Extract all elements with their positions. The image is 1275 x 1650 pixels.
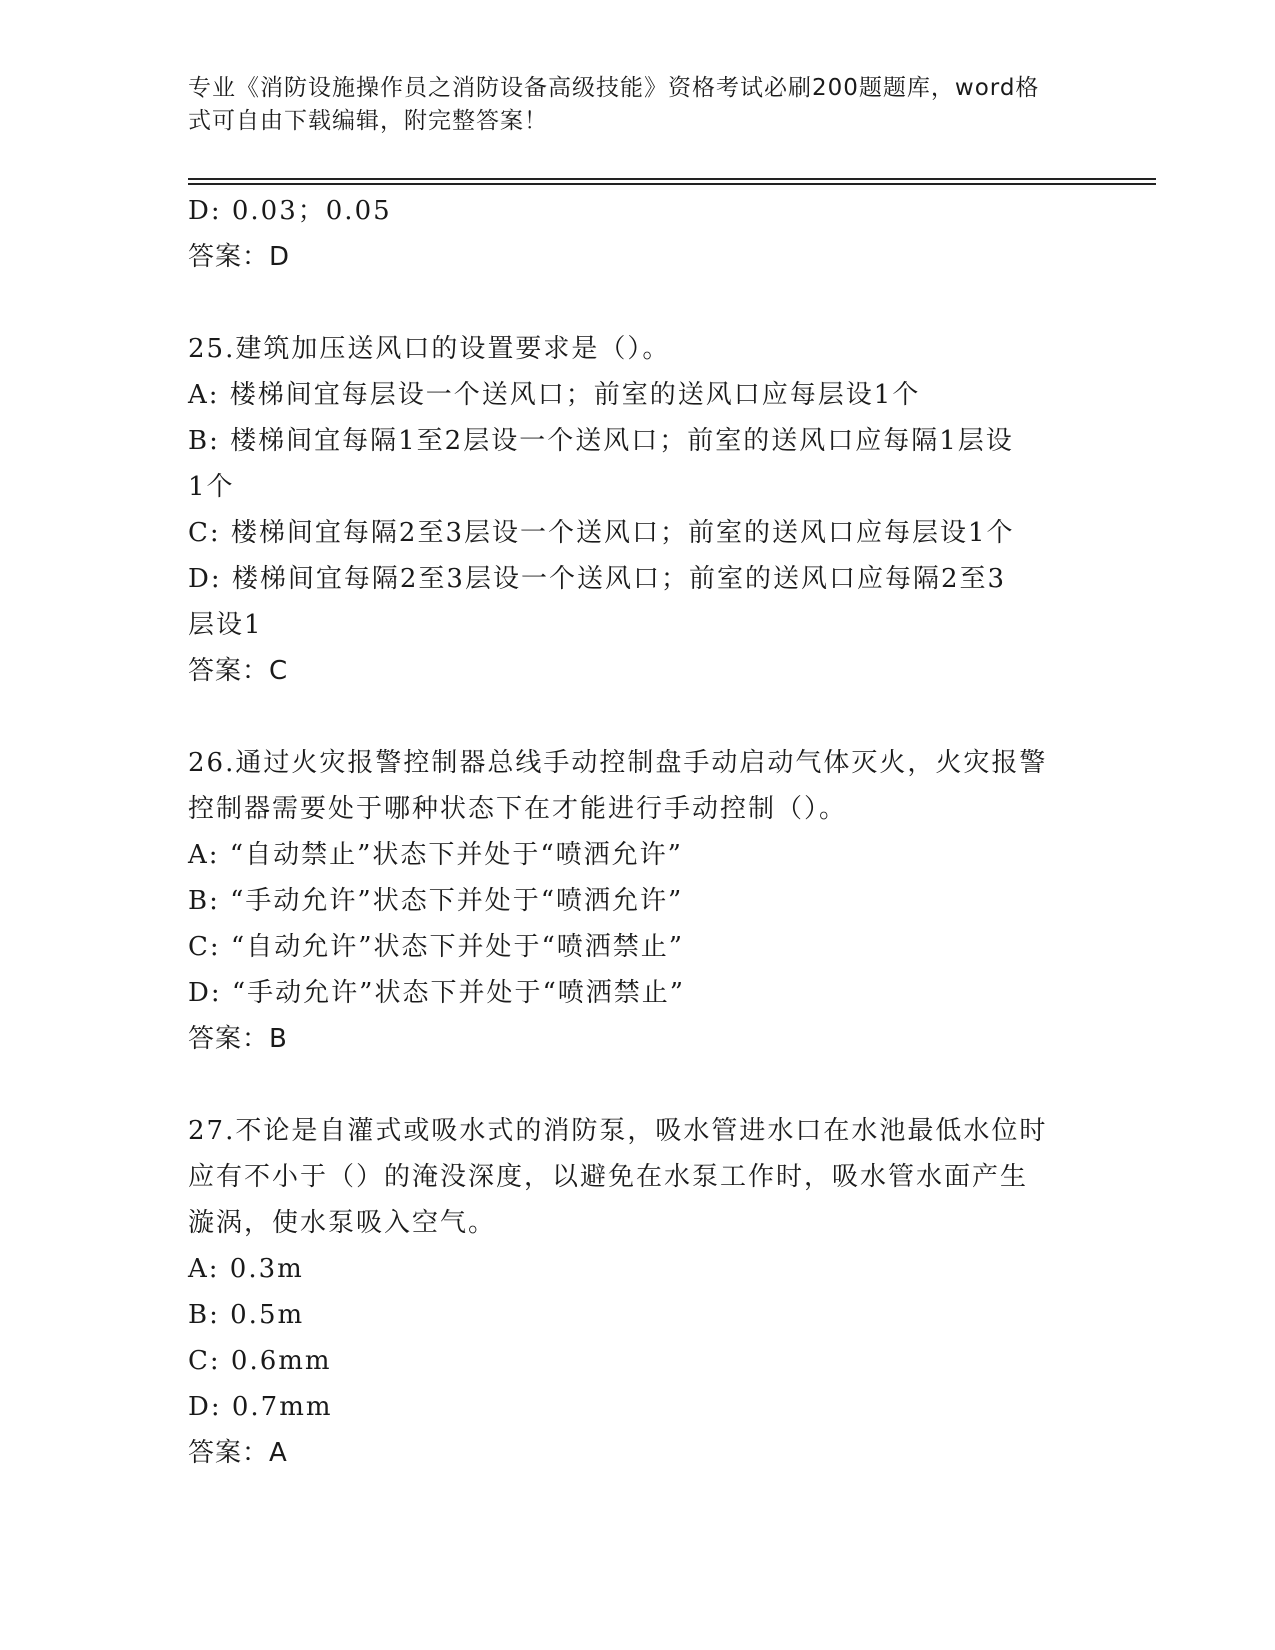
question-26-option-b: B: “手动允许”状态下并处于“喷洒允许” — [188, 886, 684, 916]
question-27-option-c: C: 0.6mm — [188, 1346, 332, 1376]
question-27-text-1: 27.不论是自灌式或吸水式的消防泵，吸水管进水口在水池最低水位时 — [188, 1116, 1048, 1146]
question-27-option-b: B: 0.5m — [188, 1300, 305, 1330]
question-27-option-a: A: 0.3m — [188, 1254, 304, 1284]
question-25-option-a: A: 楼梯间宜每层设一个送风口；前室的送风口应每层设1个 — [188, 380, 921, 410]
question-27-answer: 答案：A — [188, 1438, 288, 1468]
header-line-2: 式可自由下载编辑，附完整答案！ — [188, 108, 548, 134]
question-25-option-b-cont: 1个 — [188, 472, 235, 502]
question-27-option-d: D: 0.7mm — [188, 1392, 333, 1422]
header-rule-bottom — [188, 183, 1156, 185]
question-25-option-c: C: 楼梯间宜每隔2至3层设一个送风口；前室的送风口应每层设1个 — [188, 518, 1015, 548]
header-rule-top — [188, 178, 1156, 180]
header-line-1: 专业《消防设施操作员之消防设备高级技能》资格考试必刷200题题库，word格 — [188, 75, 1040, 101]
question-26-answer: 答案：B — [188, 1024, 288, 1054]
question-26-option-d: D: “手动允许”状态下并处于“喷洒禁止” — [188, 978, 686, 1008]
question-25-option-b: B: 楼梯间宜每隔1至2层设一个送风口；前室的送风口应每隔1层设 — [188, 426, 1014, 456]
question-25-text: 25.建筑加压送风口的设置要求是（）。 — [188, 334, 671, 364]
question-26-text-2: 控制器需要处于哪种状态下在才能进行手动控制（）。 — [188, 794, 848, 824]
question-27-text-3: 漩涡，使水泵吸入空气。 — [188, 1208, 497, 1238]
question-26 — [188, 740, 1108, 1062]
spacer — [188, 694, 1108, 740]
question-content — [188, 188, 1108, 1476]
question-25-option-d-cont: 层设1 — [188, 610, 263, 640]
page-header — [188, 72, 1088, 138]
question-27 — [188, 1108, 1108, 1476]
question-26-option-c: C: “自动允许”状态下并处于“喷洒禁止” — [188, 932, 685, 962]
spacer — [188, 1062, 1108, 1108]
question-26-text-1: 26.通过火灾报警控制器总线手动控制盘手动启动气体灭火，火灾报警 — [188, 748, 1048, 778]
spacer — [188, 280, 1108, 326]
answer-previous: 答案：D — [188, 242, 291, 272]
question-26-option-a: A: “自动禁止”状态下并处于“喷洒允许” — [188, 840, 683, 870]
question-25-option-d: D: 楼梯间宜每隔2至3层设一个送风口；前室的送风口应每隔2至3 — [188, 564, 1007, 594]
question-27-text-2: 应有不小于（）的淹没深度，以避免在水泵工作时，吸水管水面产生 — [188, 1162, 1029, 1192]
question-25-answer: 答案：C — [188, 656, 289, 686]
option-d-previous: D: 0.03；0.05 — [188, 196, 392, 226]
question-25 — [188, 326, 1108, 694]
